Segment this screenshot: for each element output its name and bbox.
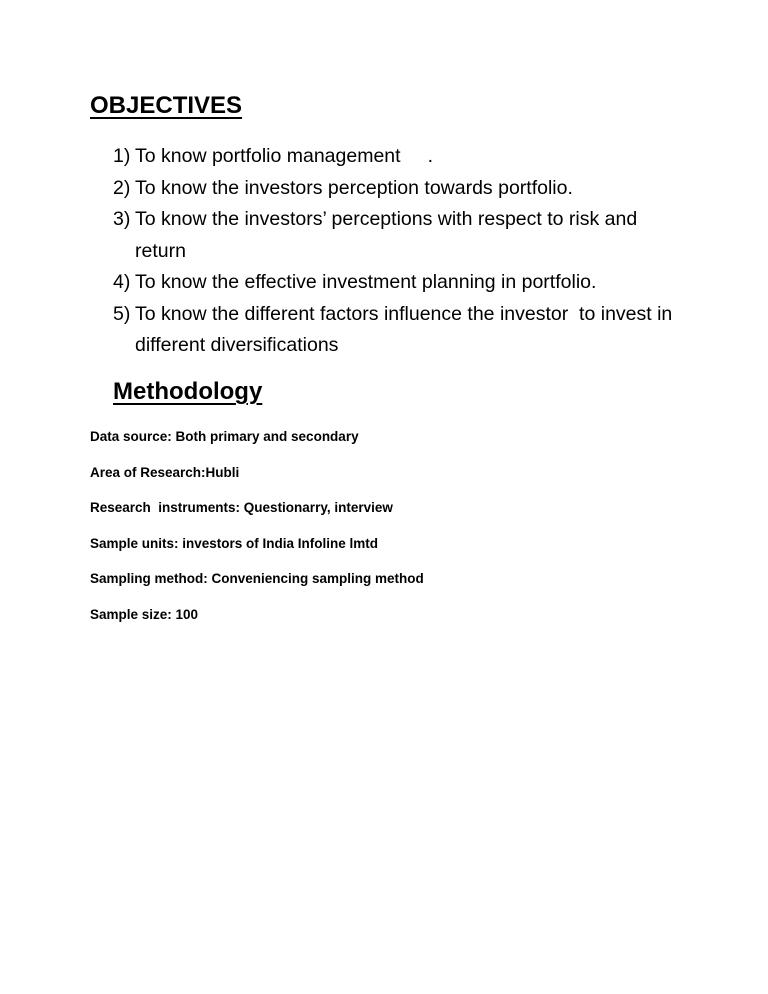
methodology-sampling-method: Sampling method: Conveniencing sampling method — [90, 571, 424, 586]
objective-number: 5) — [113, 302, 131, 325]
objective-item-2 — [113, 173, 673, 205]
objective-text: To know portfolio management . — [135, 145, 434, 167]
objective-number: 1) — [113, 145, 131, 167]
methodology-area-of-research: Area of Research:Hubli — [90, 464, 240, 480]
methodology-data-source: Data source: Both primary and secondary — [90, 429, 359, 444]
objectives-list — [113, 141, 678, 362]
objective-text: To know the investors perception towards portfolio. — [135, 176, 573, 199]
methodology-heading: Methodology — [113, 378, 263, 405]
objective-item-4 — [113, 267, 673, 299]
methodology-list — [90, 427, 424, 640]
objective-text: To know the different factors influence the investor to invest in different diversifications — [135, 302, 678, 356]
objective-number: 2) — [113, 176, 131, 199]
objective-number: 3) — [113, 208, 131, 230]
objectives-heading: OBJECTIVES — [90, 92, 243, 119]
objective-item-1 — [113, 141, 673, 173]
objective-number: 4) — [113, 271, 131, 293]
methodology-sample-units: Sample units: investors of India Infoline lmtd — [90, 535, 379, 551]
objective-item-3 — [113, 204, 673, 267]
objective-item-5 — [113, 299, 678, 362]
objective-text: To know the effective investment planning in portfolio. — [135, 271, 597, 293]
methodology-research-instruments: Research instruments: Questionarry, interview — [90, 500, 393, 515]
methodology-sample-size: Sample size: 100 — [90, 606, 199, 622]
objective-text: To know the investors’ perceptions with respect to risk and return — [135, 208, 643, 262]
